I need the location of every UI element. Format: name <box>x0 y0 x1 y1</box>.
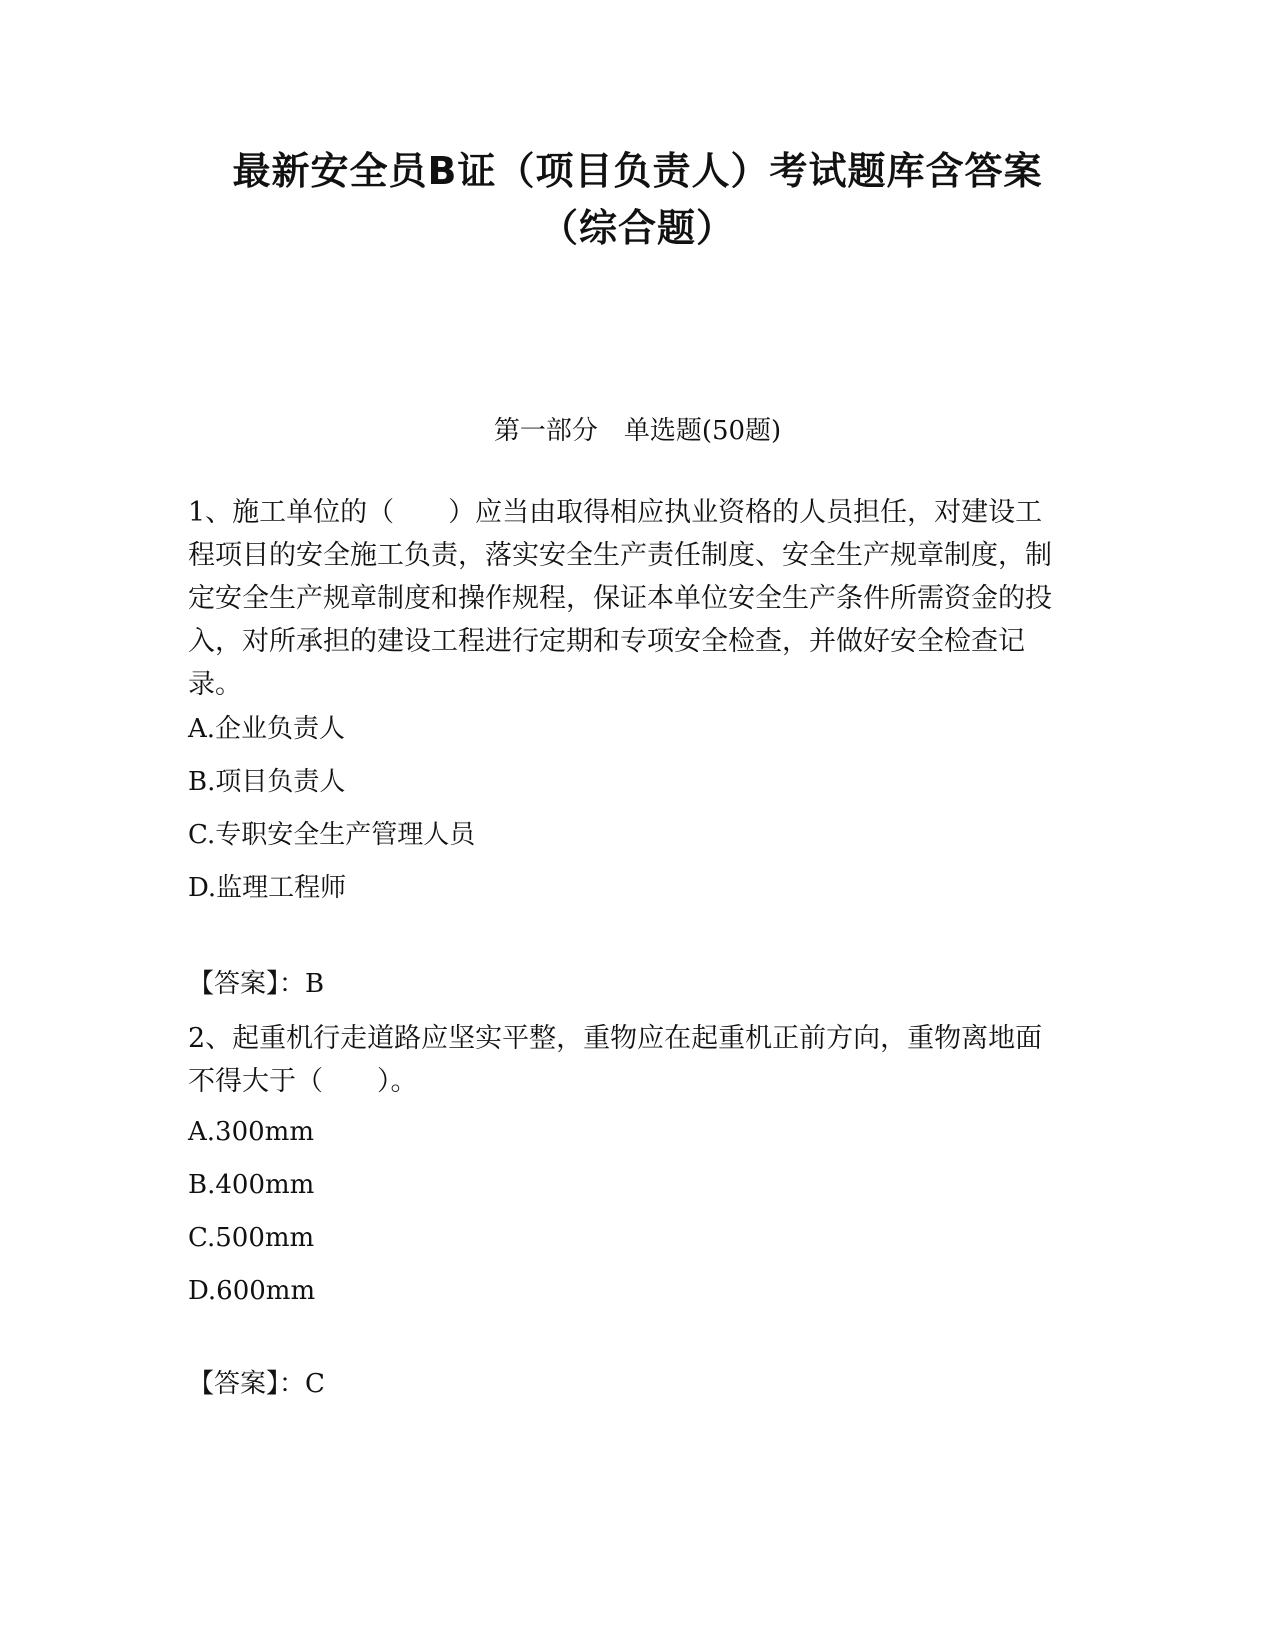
question-2-option-c: C.500mm <box>188 1223 315 1253</box>
title-line-2: （综合题） <box>539 206 735 250</box>
question-1-option-c: C.专职安全生产管理人员 <box>188 820 476 850</box>
section-heading: 第一部分 单选题(50题) <box>493 416 782 446</box>
question-1-option-a: A.企业负责人 <box>188 714 346 744</box>
question-1-stem-block <box>188 491 1068 706</box>
question-stem: 1、施工单位的（ ）应当由取得相应执业资格的人员担任，对建设工程项目的安全施工负责，落实安全生产责任制度、安全生产规章制度，制定安全生产规章制度和操作规程，保证本单位安全生产条件所需资金的投入，对所承担的建设工程进行定期和专项安全检查，并做好安全检查记录。 <box>188 497 1052 700</box>
answer-value: C <box>305 1369 325 1399</box>
question-2-stem-block <box>188 1017 1068 1103</box>
document-title <box>150 143 1125 257</box>
answer-value: B <box>305 969 325 999</box>
title-line-1: 最新安全员B证（项目负责人）考试题库含答案 <box>232 149 1043 193</box>
question-1-option-b: B.项目负责人 <box>188 767 346 797</box>
question-2-option-d: D.600mm <box>188 1276 316 1306</box>
question-2-option-b: B.400mm <box>188 1170 315 1200</box>
question-2-answer <box>188 1366 325 1402</box>
question-2-option-a: A.300mm <box>188 1117 314 1147</box>
question-stem: 2、起重机行走道路应坚实平整，重物应在起重机正前方向，重物离地面不得大于（ ）。 <box>188 1023 1043 1097</box>
answer-label: 【答案】： <box>188 969 306 999</box>
question-1-option-d: D.监理工程师 <box>188 873 347 903</box>
question-1-answer <box>188 966 324 1002</box>
answer-label: 【答案】： <box>188 1369 306 1399</box>
